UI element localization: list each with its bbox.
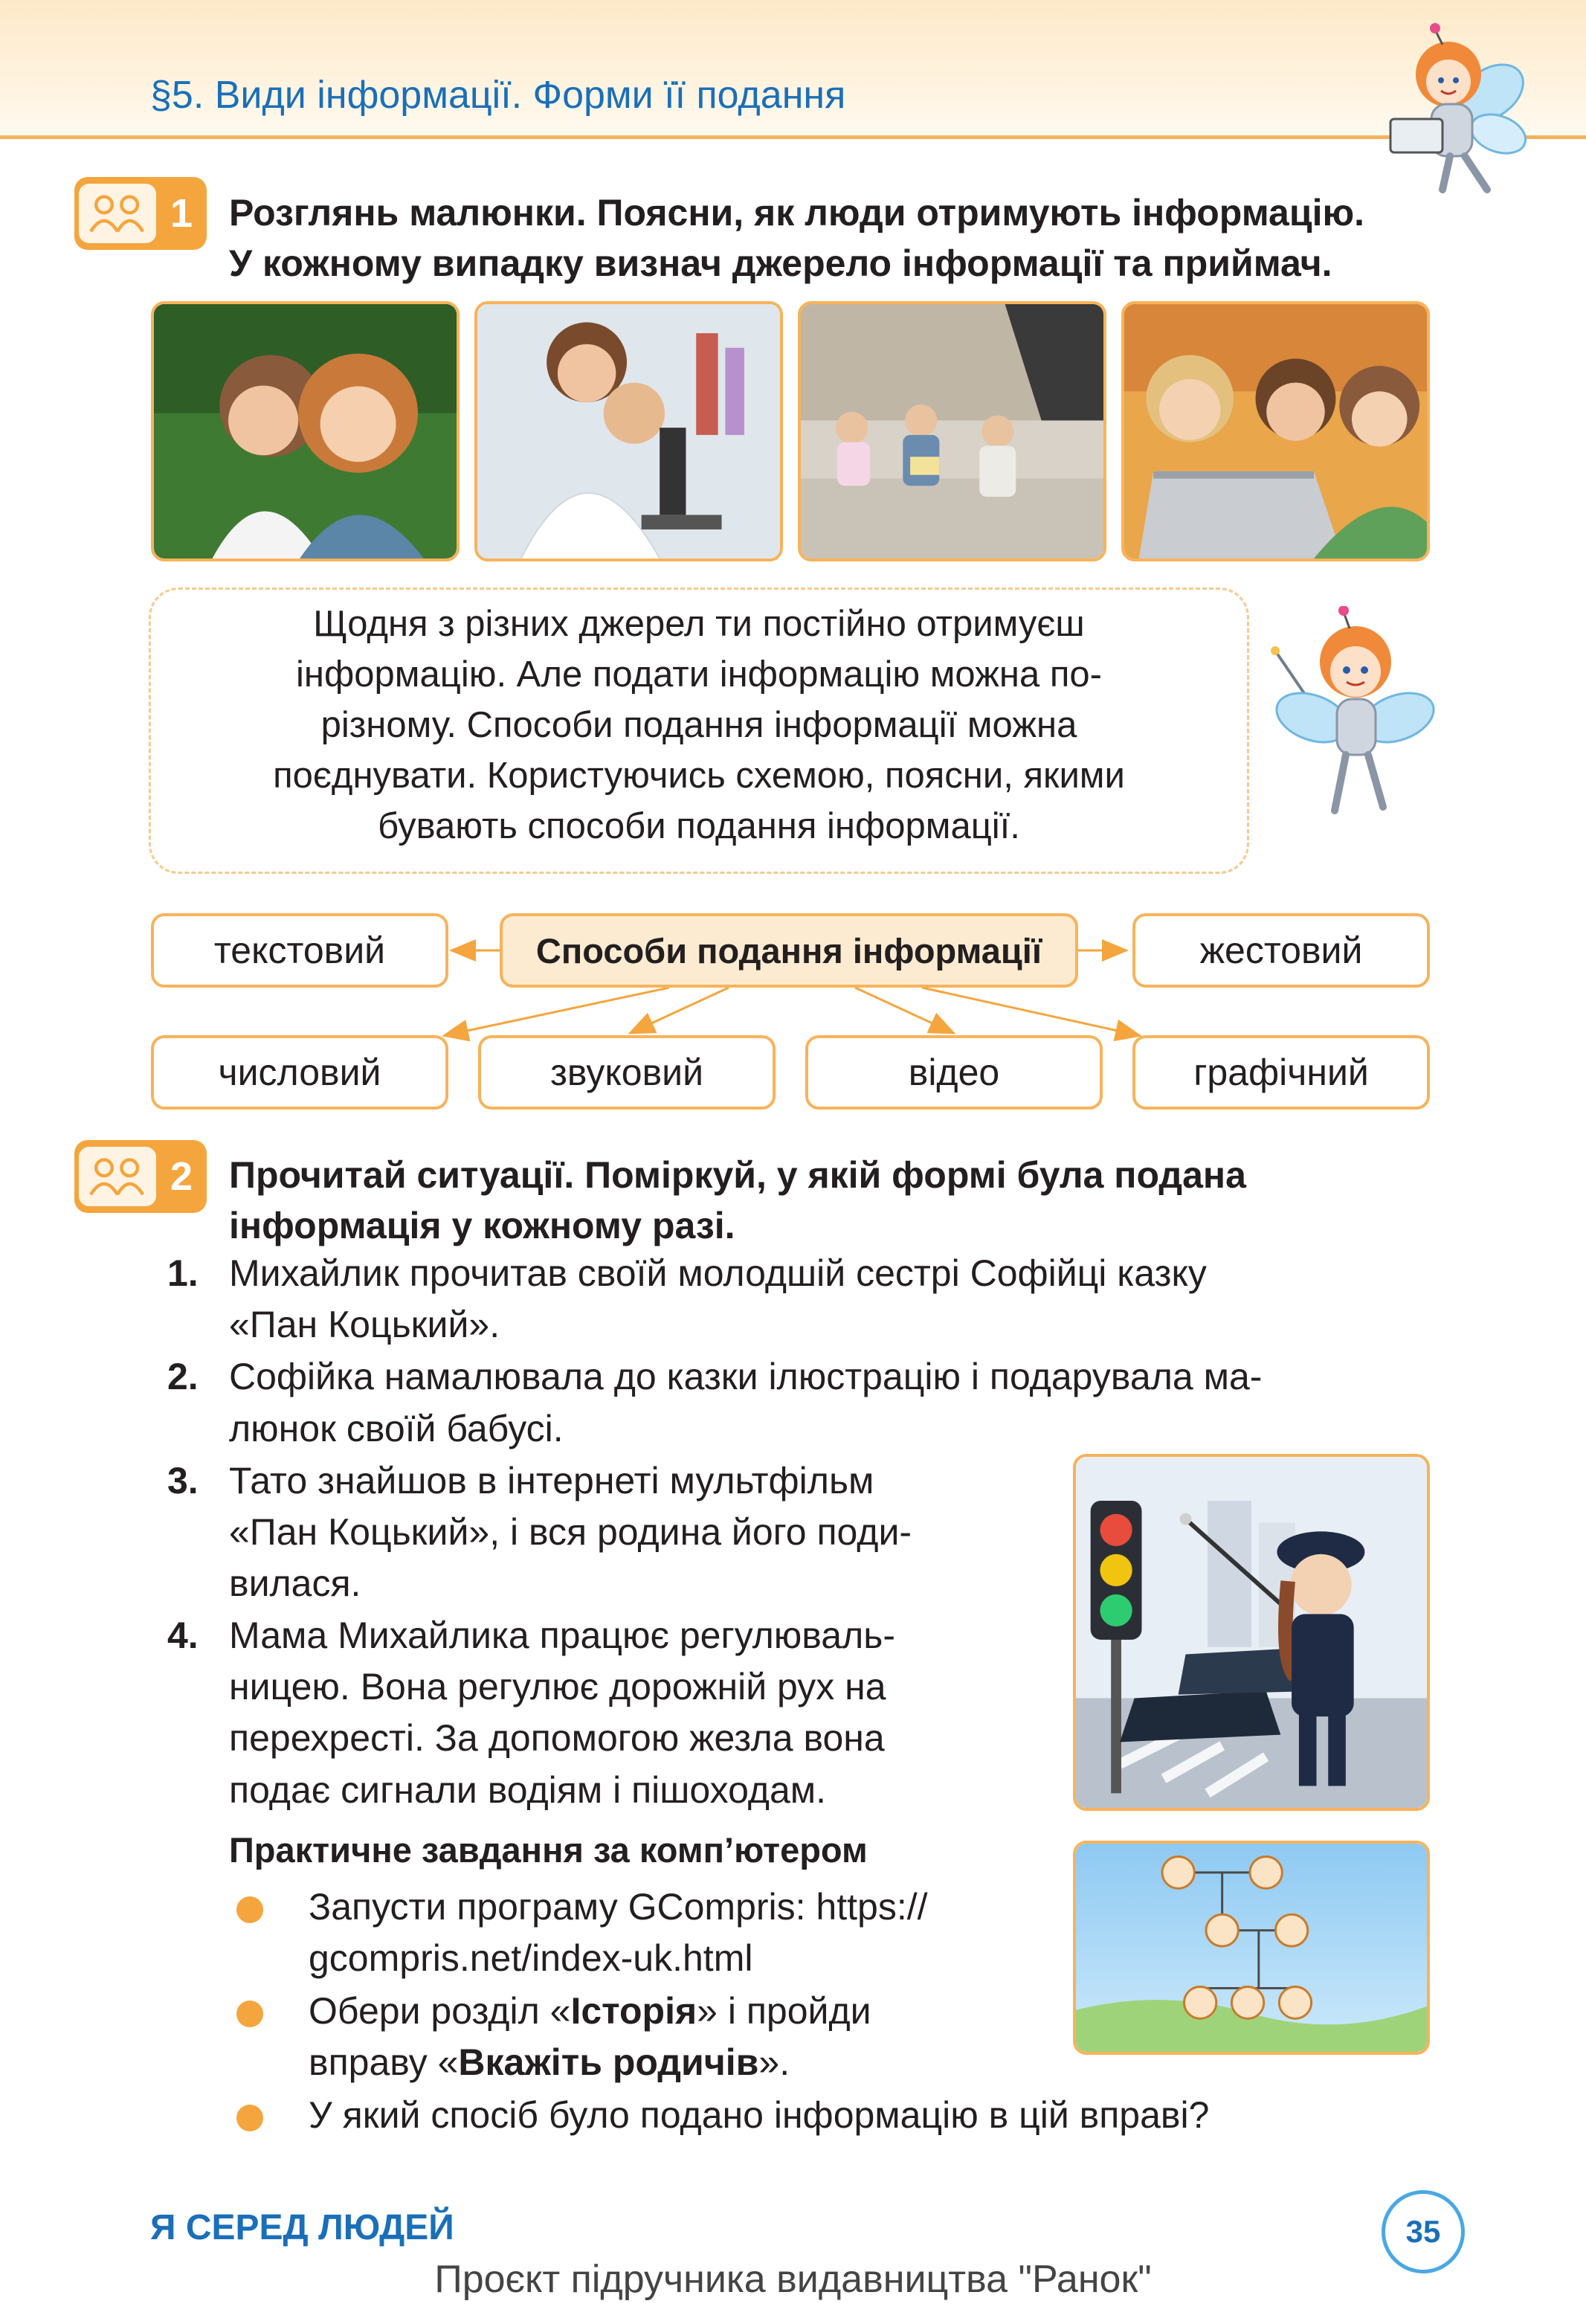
list-item-text: Тато знайшов в інтернеті мультфільм xyxy=(229,1460,874,1501)
section-name-history: Історія xyxy=(570,1990,697,2032)
chapter-title: §5. Види інформації. Форми її подання xyxy=(150,74,846,117)
task-number: 1 xyxy=(170,191,193,236)
list-item-text: Михайлик прочитав своїй молодшій сестрі Софійці казку xyxy=(229,1252,1207,1294)
footer-section-title: Я СЕРЕД ЛЮДЕЙ xyxy=(150,2208,454,2247)
speech-line: бувають способи подання інформації. xyxy=(378,806,1020,846)
bullet-text xyxy=(309,1989,871,2032)
speech-line: інформацію. Але подати інформацію можна по- xyxy=(296,654,1102,695)
list-item-text: Мама Михайлика працює регулюваль- xyxy=(229,1615,895,1656)
bullet-text-part: вправу « xyxy=(309,2041,459,2083)
task2-line: Прочитай ситуації. Поміркуй, у якій формі була подана xyxy=(229,1154,1246,1196)
traffic-police-illustration xyxy=(1073,1454,1430,1811)
bullet-text xyxy=(309,2041,790,2084)
group-work-icon xyxy=(79,1147,156,1206)
list-item-text: «Пан Коцький». xyxy=(229,1304,500,1345)
speech-line: різному. Способи подання інформації можна xyxy=(320,705,1077,745)
practical-title: Практичне завдання за комп’ютером xyxy=(229,1830,868,1870)
list-item-text: вилася. xyxy=(229,1562,361,1604)
speech-line: поєднувати. Користуючись схемою, поясни, якими xyxy=(273,756,1125,796)
bullet-text: У який спосіб було подано інформацію в цій вправі? xyxy=(309,2094,1210,2136)
list-item-text: подає сигнали водіям і пішоходам. xyxy=(229,1769,827,1811)
task1-line: Розглянь малюнки. Поясни, як люди отримують інформацію. xyxy=(229,192,1365,234)
task-number: 2 xyxy=(170,1154,193,1199)
publisher-note: Проєкт підручника видавництва "Ранок" xyxy=(434,2258,1152,2301)
diagram-box-gesture: жестовий xyxy=(1132,913,1430,988)
list-item-text: люнок своїй бабусі. xyxy=(229,1408,564,1449)
list-item-text: ницею. Вона регулює дорожній рух на xyxy=(229,1666,886,1707)
diagram-box-video: відео xyxy=(805,1035,1103,1110)
diagram-center-box: Способи подання інформації xyxy=(500,913,1078,988)
bullet-text-part: » і пройди xyxy=(697,1990,871,2032)
bullet-text: Запусти програму GCompris: https:// xyxy=(309,1886,928,1928)
list-number: 1. xyxy=(167,1252,199,1294)
diagram-box-sound: звуковий xyxy=(478,1035,776,1110)
diagram-box-numeric: числовий xyxy=(151,1035,448,1110)
bullet-text: gcompris.net/index-uk.html xyxy=(309,1937,753,1979)
diagram-box-text: текстовий xyxy=(151,913,448,988)
speech-line: Щодня з різних джерел ти постійно отримуєш xyxy=(313,604,1085,644)
task2-line: інформація у кожному разі. xyxy=(229,1205,735,1246)
list-number: 4. xyxy=(167,1615,199,1656)
task2-instruction xyxy=(229,1150,1246,1251)
list-item-text: «Пан Коцький», і вся родина його поди- xyxy=(229,1511,912,1553)
exercise-name-relatives: Вкажіть родичів xyxy=(458,2041,759,2083)
bullet-dot xyxy=(236,1896,263,1923)
bullet-dot xyxy=(236,2000,263,2027)
list-number: 3. xyxy=(167,1460,199,1501)
bullet-dot xyxy=(236,2105,263,2131)
list-item-text: Софійка намалювала до казки ілюстрацію і подарувала ма- xyxy=(229,1356,1263,1397)
family-tree-illustration xyxy=(1073,1841,1430,2055)
task-badge-2 xyxy=(74,1140,207,1213)
bullet-text-part: Обери розділ « xyxy=(309,1990,571,2032)
diagram-box-graphic: графічний xyxy=(1132,1035,1430,1110)
list-item-text: перехресті. За допомогою жезла вона xyxy=(229,1717,885,1759)
task1-line: У кожному випадку визнач джерело інформації та приймач. xyxy=(229,242,1332,284)
bullet-text-part: ». xyxy=(758,2041,790,2083)
list-number: 2. xyxy=(167,1356,199,1397)
page-number: 35 xyxy=(1382,2190,1465,2273)
